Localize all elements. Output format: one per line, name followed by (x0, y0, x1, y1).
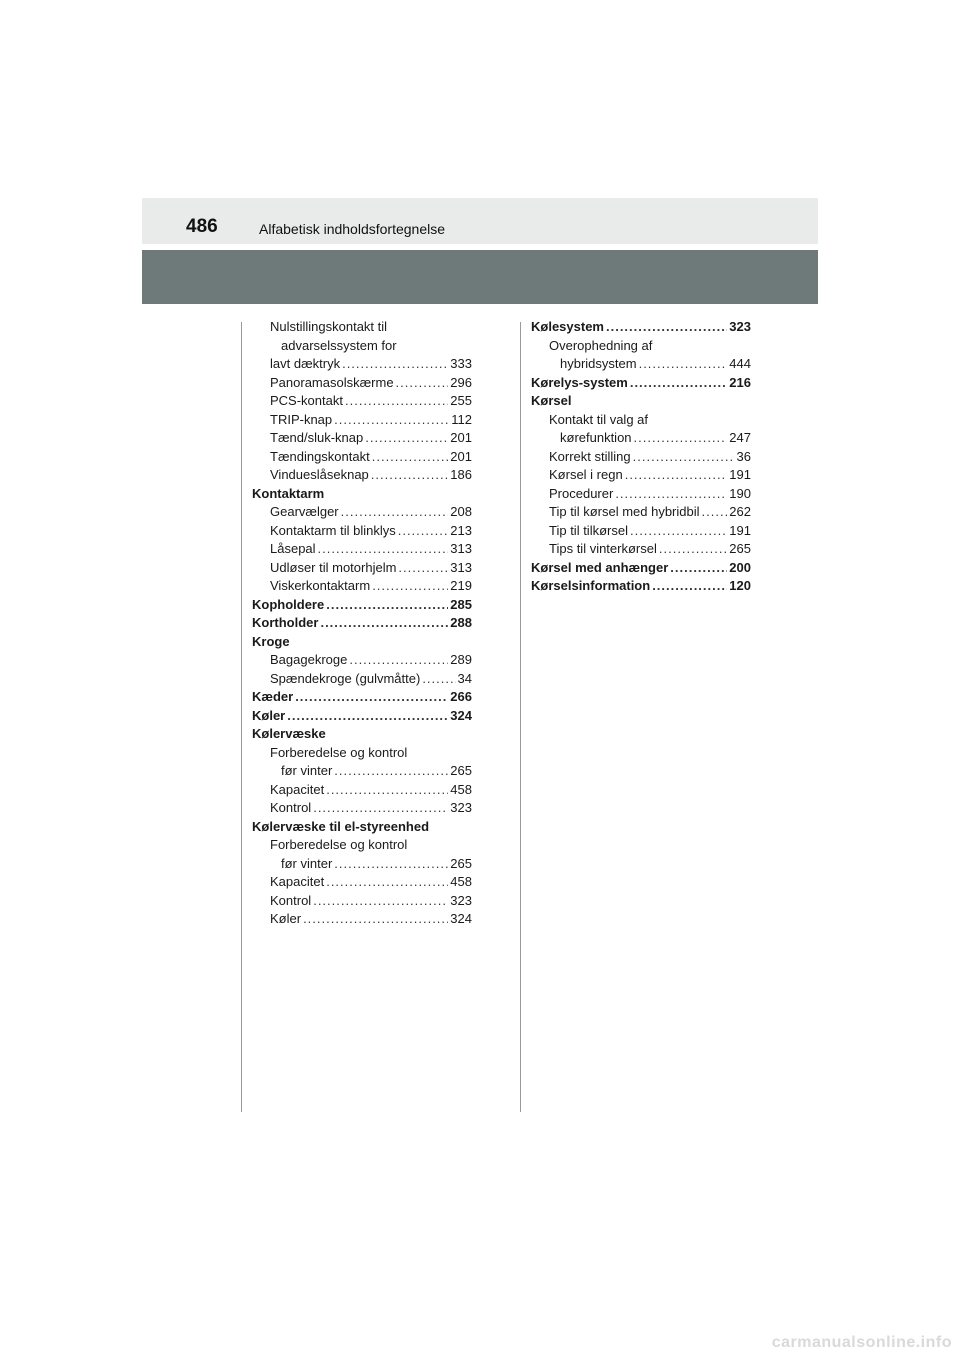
entry-page-number: 313 (450, 541, 472, 556)
entry-label: Tænd/sluk-knap (270, 430, 364, 445)
entry-page-number: 186 (450, 467, 472, 482)
index-entry (252, 762, 472, 781)
index-entry (252, 651, 472, 670)
entry-page-number: 285 (450, 596, 472, 612)
entry-page-number: 191 (729, 522, 751, 538)
dot-leader (633, 448, 735, 467)
entry-label: lavt dæktryk (270, 356, 341, 371)
index-entry (252, 781, 472, 800)
entry-label: Kørselsinformation (531, 578, 651, 593)
index-entry (531, 374, 751, 393)
entry-page-number: 265 (450, 855, 472, 871)
entry-label: Korrekt stilling (549, 448, 631, 464)
entry-label: Kontaktarm til blinklys (270, 522, 396, 538)
dot-leader (625, 466, 728, 485)
entry-label: Bagagekroge (270, 652, 348, 667)
entry-page-number: 190 (729, 485, 751, 501)
entry-page-number: 112 (451, 411, 472, 427)
entry-label: Kontrol (270, 800, 312, 815)
entry-label: Kontakt til valg af (549, 411, 648, 427)
index-entry (252, 836, 472, 855)
index-entry (252, 448, 472, 467)
dot-leader (630, 374, 727, 393)
entry-label: Udløser til motorhjelm (270, 559, 397, 575)
entry-label: Forberedelse og kontrol (270, 744, 408, 760)
index-entry (531, 466, 751, 485)
index-entry (252, 892, 472, 911)
index-entry (252, 633, 472, 652)
entry-page-number: 323 (450, 800, 472, 815)
index-entry (531, 448, 751, 467)
dot-leader (634, 429, 728, 448)
index-entry (531, 503, 751, 522)
entry-page-number: 262 (729, 504, 751, 519)
entry-page-number: 323 (729, 319, 751, 334)
entry-label: Kørelys-system (531, 374, 628, 390)
entry-label: Kølervæske (252, 726, 326, 741)
index-entry (531, 522, 751, 541)
entry-page-number: 296 (450, 374, 472, 390)
dot-leader (320, 614, 448, 633)
entry-page-number: 266 (450, 689, 472, 704)
entry-label: før vinter (281, 763, 333, 778)
index-entry (252, 411, 472, 430)
entry-page-number: 219 (450, 578, 472, 593)
dot-leader (303, 910, 448, 929)
index-entry (531, 318, 751, 337)
entry-label: Kopholdere (252, 596, 325, 612)
index-entry (252, 910, 472, 929)
dot-leader (422, 670, 455, 689)
index-column-2 (531, 318, 751, 596)
entry-page-number: 265 (729, 541, 751, 556)
dot-leader (630, 522, 727, 541)
index-entry (531, 559, 751, 578)
dot-leader (659, 540, 727, 559)
index-entry (252, 725, 472, 744)
entry-label: Kroge (252, 633, 290, 649)
entry-page-number: 255 (450, 393, 472, 408)
dot-leader (398, 559, 448, 578)
dot-leader (318, 540, 449, 559)
dot-leader (313, 799, 448, 818)
entry-page-number: 208 (450, 504, 472, 519)
entry-page-number: 213 (450, 522, 472, 538)
dot-leader (396, 374, 449, 393)
dot-leader (615, 485, 727, 504)
index-entry (252, 485, 472, 504)
index-entry (252, 522, 472, 541)
index-entry (252, 540, 472, 559)
entry-page-number: 216 (729, 374, 751, 390)
entry-label: Kørsel i regn (549, 467, 623, 482)
dot-leader (326, 781, 448, 800)
index-entry (252, 799, 472, 818)
index-entry (531, 355, 751, 374)
dot-leader (606, 318, 727, 337)
dot-leader (365, 429, 448, 448)
entry-label: hybridsystem (560, 356, 637, 371)
middle-divider (520, 322, 521, 1112)
entry-label: Overophedning af (549, 337, 653, 353)
entry-page-number: 324 (450, 911, 472, 926)
entry-page-number: 313 (450, 559, 472, 575)
entry-page-number: 201 (450, 448, 472, 464)
index-entry (531, 392, 751, 411)
section-title: Alfabetisk indholdsfortegnelse (259, 221, 446, 237)
entry-label: Kørsel (531, 393, 572, 408)
entry-label: Køler (252, 707, 286, 723)
entry-page-number: 289 (450, 652, 472, 667)
index-entry (252, 429, 472, 448)
entry-label: PCS-kontakt (270, 393, 343, 408)
entry-label: Tips til vinterkørsel (549, 541, 657, 556)
entry-page-number: 201 (450, 430, 472, 445)
index-entry (531, 411, 751, 430)
entry-label: Låsepal (270, 541, 316, 556)
entry-page-number: 200 (729, 559, 751, 575)
entry-page-number: 323 (450, 892, 472, 908)
entry-page-number: 458 (450, 874, 472, 889)
dot-leader (326, 873, 448, 892)
index-entry (252, 670, 472, 689)
entry-page-number: 458 (450, 781, 472, 797)
entry-label: Køler (270, 911, 302, 926)
entry-label: Kapacitet (270, 874, 325, 889)
entry-label: Kørsel med anhænger (531, 559, 669, 575)
entry-label: Tip til kørsel med hybridbil (549, 504, 700, 519)
index-entry (531, 485, 751, 504)
entry-label: Tip til tilkørsel (549, 522, 628, 538)
entry-label: advarselssystem for (281, 337, 397, 353)
entry-label: Kapacitet (270, 781, 325, 797)
dot-leader (287, 707, 448, 726)
index-entry (252, 374, 472, 393)
entry-page-number: 247 (729, 430, 751, 445)
entry-page-number: 265 (450, 763, 472, 778)
entry-label: Panoramasolskærme (270, 374, 394, 390)
dot-leader (334, 855, 448, 874)
entry-label: Kontaktarm (252, 485, 325, 501)
entry-page-number: 324 (450, 707, 472, 723)
dot-leader (326, 596, 448, 615)
dot-leader (371, 466, 449, 485)
index-entry (252, 818, 472, 837)
dot-leader (372, 577, 448, 596)
entry-label: Kølervæske til el-styreenhed (252, 818, 430, 834)
index-entry (252, 392, 472, 411)
watermark: carmanualsonline.info (771, 1334, 952, 1351)
index-entry (252, 855, 472, 874)
page-number: 486 (186, 216, 218, 237)
index-entry (252, 466, 472, 485)
entry-label: Spændekroge (gulvmåtte) (270, 670, 421, 686)
dot-leader (702, 503, 728, 522)
dot-leader (398, 522, 449, 541)
index-entry (252, 614, 472, 633)
index-entry (252, 577, 472, 596)
index-entry (531, 337, 751, 356)
entry-label: Forberedelse og kontrol (270, 837, 408, 852)
dot-leader (372, 448, 449, 467)
index-entry (252, 318, 472, 337)
index-entry (252, 337, 472, 356)
index-entry (531, 429, 751, 448)
dot-leader (639, 355, 728, 374)
dot-leader (295, 688, 448, 707)
entry-page-number: 333 (450, 356, 472, 371)
entry-label: Gearvælger (270, 504, 339, 519)
entry-page-number: 191 (729, 467, 751, 482)
entry-label: før vinter (281, 855, 333, 871)
dot-leader (334, 762, 448, 781)
entry-label: Tændingskontakt (270, 448, 370, 464)
index-entry (252, 559, 472, 578)
dot-leader (349, 651, 448, 670)
entry-label: kørefunktion (560, 430, 632, 445)
entry-label: Kæder (252, 689, 294, 704)
dot-leader (345, 392, 448, 411)
entry-page-number: 36 (736, 448, 751, 464)
entry-page-number: 120 (729, 578, 751, 593)
entry-page-number: 34 (457, 670, 472, 686)
entry-label: Kontrol (270, 892, 312, 908)
dot-leader (342, 355, 448, 374)
index-entry (252, 596, 472, 615)
index-column-1 (252, 318, 472, 929)
dot-leader (652, 577, 727, 596)
entry-label: Kølesystem (531, 319, 604, 334)
index-entry (531, 577, 751, 596)
entry-page-number: 288 (450, 615, 472, 630)
dot-leader (334, 411, 449, 430)
header-band (142, 198, 818, 244)
index-entry (252, 688, 472, 707)
entry-page-number: 444 (729, 356, 751, 371)
index-entry (252, 503, 472, 522)
entry-label: Kortholder (252, 615, 319, 630)
index-entry (252, 707, 472, 726)
index-entry (252, 744, 472, 763)
entry-label: Viskerkontaktarm (270, 578, 371, 593)
dot-leader (341, 503, 449, 522)
entry-label: TRIP-knap (270, 411, 333, 427)
index-entry (531, 540, 751, 559)
index-entry (252, 355, 472, 374)
header-bar (142, 250, 818, 304)
dot-leader (670, 559, 727, 578)
entry-label: Procedurer (549, 485, 614, 501)
left-divider (241, 322, 242, 1112)
entry-label: Nulstillingskontakt til (270, 319, 388, 334)
index-entry (252, 873, 472, 892)
dot-leader (313, 892, 448, 911)
entry-label: Vindueslåseknap (270, 467, 369, 482)
